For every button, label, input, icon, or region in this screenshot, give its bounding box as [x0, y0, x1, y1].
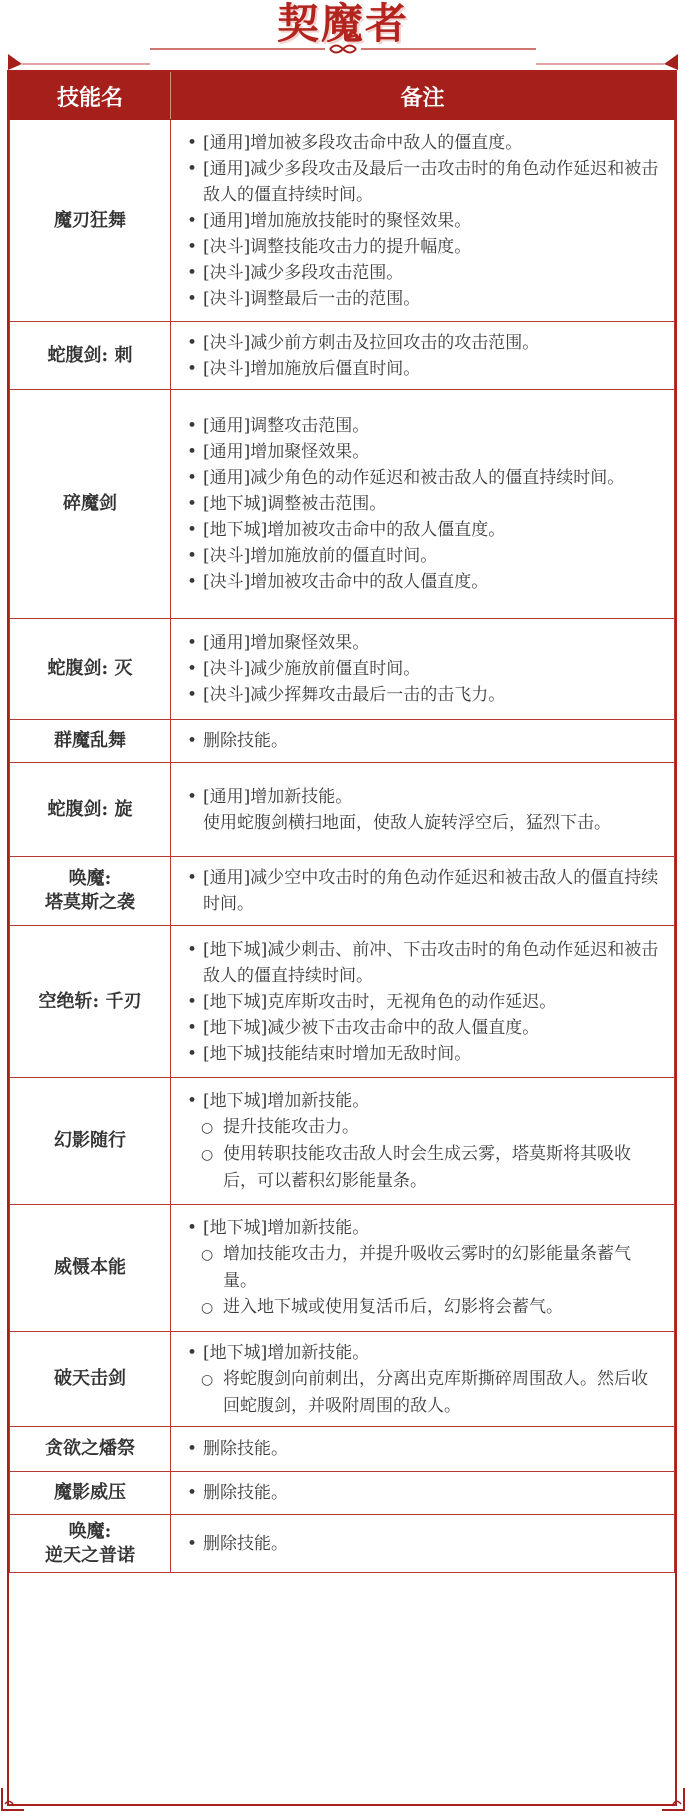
note-item: • [决斗]调整技能攻击力的提升幅度。	[187, 234, 660, 260]
skill-name: 贪欲之燔祭	[45, 1438, 135, 1459]
skill-name-cell	[10, 1078, 171, 1205]
note-item: • [决斗]减少施放前僵直时间。	[187, 656, 660, 682]
note-item: • [通用]调整攻击范围。	[187, 413, 660, 439]
corner-ornament-icon	[660, 1786, 686, 1812]
skill-name-cell	[10, 1515, 171, 1573]
skill-name-cell	[10, 322, 171, 390]
note-item: • [通用]减少角色的动作延迟和被击敌人的僵直持续时间。	[187, 465, 660, 491]
table-row	[10, 619, 675, 720]
skill-name: 魔影威压	[54, 1482, 126, 1503]
sub-note-item: ○ 使用转职技能攻击敌人时会生成云雾，塔莫斯将其吸收后，可以蓄积幻影能量条。	[187, 1141, 660, 1194]
note-item: • [地下城]调整被击范围。	[187, 491, 660, 517]
table-row	[10, 1332, 675, 1427]
notes-cell	[171, 390, 675, 619]
table-row	[10, 120, 675, 322]
header-skill-name: 技能名	[10, 73, 171, 120]
notes-cell	[171, 322, 675, 390]
note-item: • [地下城]增加被攻击命中的敌人僵直度。	[187, 517, 660, 543]
note-item: • 删除技能。	[187, 1436, 660, 1462]
note-item: • [通用]减少空中攻击时的角色动作延迟和被击敌人的僵直持续时间。	[187, 865, 660, 917]
skill-name: 碎魔剑	[63, 493, 117, 514]
table-row	[10, 1427, 675, 1472]
note-item: • [地下城]减少刺击、前冲、下击攻击时的角色动作延迟和被击敌人的僵直持续时间。	[187, 937, 660, 989]
skill-name: 蛇腹剑: 刺	[47, 344, 133, 366]
note-item: • [通用]增加新技能。	[187, 784, 660, 810]
table-row	[10, 1515, 675, 1573]
notes-cell	[171, 1205, 675, 1332]
skill-name-cell	[10, 619, 171, 720]
note-item: • [地下城]增加新技能。	[187, 1340, 660, 1366]
skill-name-cell	[10, 120, 171, 322]
note-item: • [通用]增加施放技能时的聚怪效果。	[187, 208, 660, 234]
skill-name-cell	[10, 1205, 171, 1332]
note-item: • [决斗]减少多段攻击范围。	[187, 260, 660, 286]
note-item: • [地下城]技能结束时增加无敌时间。	[187, 1041, 660, 1067]
note-item: • [决斗]增加施放前的僵直时间。	[187, 543, 660, 569]
skill-name-cell	[10, 857, 171, 926]
skill-name-cell	[10, 763, 171, 857]
notes-cell	[171, 857, 675, 926]
notes-cell	[171, 720, 675, 763]
notes-cell	[171, 1332, 675, 1427]
title-ornament	[0, 40, 686, 70]
note-item: • 删除技能。	[187, 728, 660, 754]
notes-cell	[171, 1515, 675, 1573]
note-item: • [通用]增加聚怪效果。	[187, 439, 660, 465]
note-item: • [决斗]增加施放后僵直时间。	[187, 356, 660, 382]
corner-ornament-icon	[0, 1786, 26, 1812]
sub-note-item: ○ 进入地下城或使用复活币后，幻影将会蓄气。	[187, 1294, 660, 1321]
skill-name-cell	[10, 926, 171, 1078]
sub-note-item: ○ 提升技能攻击力。	[187, 1114, 660, 1141]
skill-name: 唤魔:	[68, 868, 112, 889]
notes-cell	[171, 763, 675, 857]
skill-name-cell	[10, 1427, 171, 1472]
notes-cell	[171, 1472, 675, 1515]
table-row	[10, 720, 675, 763]
skill-name: 逆天之普诺	[45, 1544, 135, 1566]
skill-name: 群魔乱舞	[54, 730, 126, 751]
note-item: • 删除技能。	[187, 1531, 660, 1557]
skill-name: 威慑本能	[54, 1257, 126, 1278]
note-item: • 删除技能。	[187, 1480, 660, 1506]
notes-cell	[171, 1078, 675, 1205]
table-row	[10, 390, 675, 619]
note-item: • [通用]增加聚怪效果。	[187, 630, 660, 656]
skill-name: 塔莫斯之袭	[45, 892, 135, 913]
sub-note-item: ○ 将蛇腹剑向前刺出，分离出克库斯撕碎周围敌人。然后收回蛇腹剑，并吸附周围的敌人。	[187, 1366, 660, 1419]
table-row	[10, 763, 675, 857]
note-item: • [地下城]增加新技能。	[187, 1215, 660, 1241]
notes-cell	[171, 120, 675, 322]
skill-name-cell	[10, 390, 171, 619]
skill-name-cell	[10, 1472, 171, 1515]
skill-name: 幻影随行	[54, 1130, 126, 1151]
skill-change-table	[9, 72, 675, 1573]
table-row	[10, 322, 675, 390]
page-title: 契魔者	[276, 0, 409, 48]
note-item: • [决斗]调整最后一击的范围。	[187, 286, 660, 312]
skill-name: 唤魔:	[68, 1520, 112, 1542]
table-header-row	[10, 73, 675, 120]
note-item: • [地下城]减少被下击攻击命中的敌人僵直度。	[187, 1015, 660, 1041]
table-row	[10, 857, 675, 926]
header-notes: 备注	[171, 73, 675, 120]
skill-name: 空绝斩: 千刃	[38, 990, 142, 1012]
table-body	[10, 120, 675, 1573]
table-row	[10, 1205, 675, 1332]
note-item: • [通用]增加被多段攻击命中敌人的僵直度。	[187, 130, 660, 156]
table-row	[10, 926, 675, 1078]
note-item: • [地下城]增加新技能。	[187, 1088, 660, 1114]
notes-cell	[171, 619, 675, 720]
note-item: • [决斗]减少前方刺击及拉回攻击的攻击范围。	[187, 330, 660, 356]
table-row	[10, 1078, 675, 1205]
skill-name: 破天击剑	[54, 1368, 126, 1389]
sub-note-item: ○ 增加技能攻击力，并提升吸收云雾时的幻影能量条蓄气量。	[187, 1241, 660, 1294]
skill-name: 蛇腹剑: 灭	[47, 658, 133, 679]
skill-name-cell	[10, 720, 171, 763]
note-item: 使用蛇腹剑横扫地面，使敌人旋转浮空后，猛烈下击。	[203, 812, 611, 833]
notes-cell	[171, 926, 675, 1078]
skill-name: 蛇腹剑: 旋	[47, 798, 133, 820]
note-item: • [决斗]增加被攻击命中的敌人僵直度。	[187, 569, 660, 595]
note-item: • [地下城]克库斯攻击时，无视角色的动作延迟。	[187, 989, 660, 1015]
notes-cell	[171, 1427, 675, 1472]
skill-name-cell	[10, 1332, 171, 1427]
note-item: • [通用]减少多段攻击及最后一击攻击时的角色动作延迟和被击敌人的僵直持续时间。	[187, 156, 660, 208]
note-item: • [决斗]减少挥舞攻击最后一击的击飞力。	[187, 682, 660, 708]
table-row	[10, 1472, 675, 1515]
skill-name: 魔刃狂舞	[54, 209, 126, 231]
